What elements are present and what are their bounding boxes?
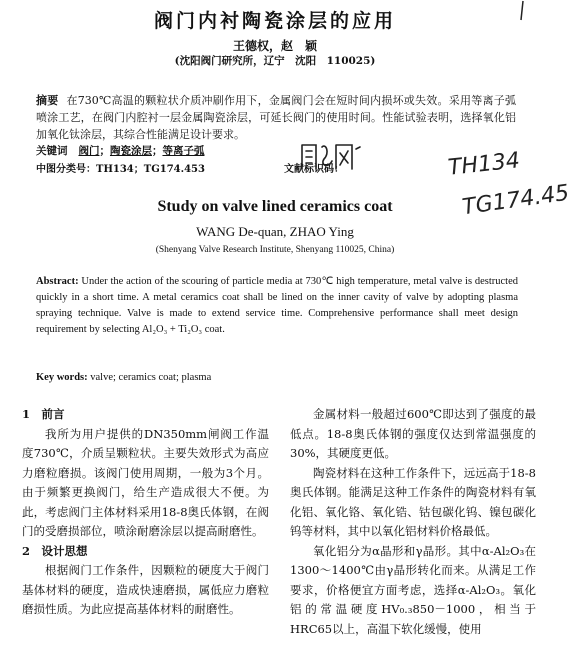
clc-label: 中图分类号：: [36, 164, 96, 175]
authors-en: WANG De-quan, ZHAO Ying: [196, 224, 354, 239]
handwritten-note-th134: TH134: [446, 148, 522, 181]
doc-code-label: 文献标识码：: [284, 164, 344, 175]
keyword-separator: ；: [151, 145, 163, 157]
body-left-column: [22, 405, 269, 620]
affiliation-en: (Shenyang Valve Research Institute, Shenyang 110025, China): [155, 245, 395, 255]
svg-text:阀门: 阀门: [298, 139, 300, 140]
keyword-cn-3: 等离子弧: [162, 145, 205, 157]
section-1-paragraph: 我所为用户提供的DN350mm闸阀工作温度730℃，介质呈颗粒状。主要失效形式为高应力磨粒磨损。该阀门使用周期，一般为3个月。由于频繁更换阀门，给生产造成很大不便。为此，考虑阀门主体材料采用18-8奥氏体钢，在阀门的受磨损部位，喷涂耐磨涂层以提高耐磨性。: [22, 426, 269, 538]
handwritten-note-tg174: TG174.45: [460, 180, 571, 221]
abstract-cn: [36, 92, 516, 143]
keyword-separator: ；: [99, 145, 110, 157]
keywords-cn: [36, 143, 516, 158]
abstract-cn-label: 摘要: [36, 94, 59, 107]
keyword-cn-2: 陶瓷涂层: [109, 145, 152, 157]
handwritten-scribble: [298, 139, 364, 173]
authors-cn: 王德权，赵 颖: [232, 39, 317, 53]
abstract-en-text: Under the action of the scouring of particle media at 730℃ high temperature, metal valve is destructed quickly in a short time. A metal ceramics coat shall be lined on the inner cavity of valve by adopting plasma spraying technique. Valve is made to extend service time. Comprehensive performance shall meet design requirement by selecting Al₂O₃ + Ti₂O₃ coat.: [36, 276, 518, 335]
section-1-heading: 1 前言: [22, 407, 65, 421]
classification-cn: [36, 160, 516, 175]
abstract-en: [36, 274, 518, 338]
section-2-heading: 2 设计思想: [22, 543, 88, 558]
abstract-en-label: Abstract:: [36, 276, 79, 287]
paper-title-en: Study on valve lined ceramics coat: [157, 198, 393, 215]
keywords-en-label: Key words:: [36, 372, 88, 383]
keyword-cn-1: 阀门: [78, 145, 100, 157]
keywords-en: [36, 372, 518, 383]
section-2-paragraph: 根据阀门工作条件，因颗粒的硬度大于阀门基体材料的硬度，造成快速磨损，属低应力磨粒磨损性质。为此应提高基体材料的耐磨性。: [22, 563, 269, 616]
paper-title-cn: 阀门内衬陶瓷涂层的应用: [153, 10, 396, 32]
handwritten-tick-mark: [518, 0, 526, 22]
clc-value: TH134；TG174.453: [96, 164, 205, 175]
affiliation-cn: (沈阳阀门研究所，辽宁 沈阳 110025): [174, 55, 376, 67]
abstract-cn-text: 在730℃高温的颗粒状介质冲刷作用下，金属阀门会在短时间内损坏或失效。采用等离子弧喷涂工艺，在阀门内腔衬一层金属陶瓷涂层，可延长阀门的使用时间。性能试验表明，选择氧化铝加氧化钛涂层，其综合性能满足设计要求。: [36, 94, 516, 141]
right-paragraph-3: 氧化铝分为α晶形和γ晶形。其中α-Al₂O₃在1300～1400℃由γ晶形转化而来。从满足工作要求，价格便宜方面考虑，选择α-Al₂O₃。氧化铝的常温硬度HV₀.₃850－1000，相当于HRC65以上，高温下软化缓慢，使用: [290, 543, 536, 636]
keywords-cn-label: 关键词: [36, 145, 68, 157]
keywords-en-text: valve; ceramics coat; plasma: [90, 372, 212, 383]
right-paragraph-1: 金属材料一般超过600℃即达到了强度的最低点。18-8奥氏体钢的强度仅达到常温强度的30%，其硬度更低。: [290, 407, 536, 460]
body-right-column: [290, 405, 536, 639]
right-paragraph-2: 陶瓷材料在这种工作条件下，远远高于18-8奥氏体钢。能满足这种工作条件的陶瓷材料有氧化铝、氧化铬、氧化锆、钴包碳化钨、镍包碳化钨等材料，其中以氧化铝材料价格最低。: [290, 465, 536, 538]
